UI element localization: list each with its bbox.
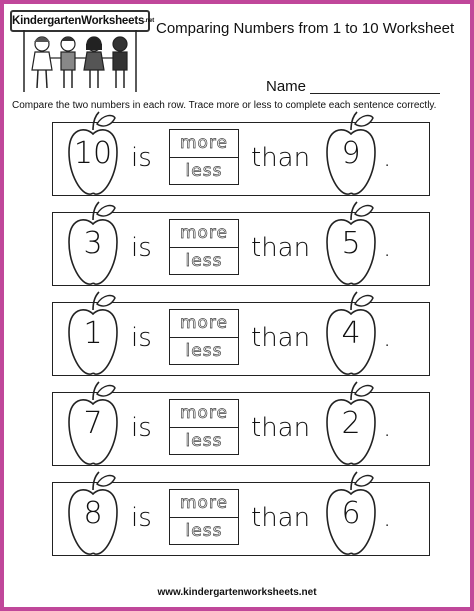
left-number: 1 xyxy=(83,316,103,351)
trace-choice-box[interactable] xyxy=(169,399,239,455)
trace-choice-box[interactable] xyxy=(169,129,239,185)
left-number: 10 xyxy=(73,136,113,171)
trace-choice-box[interactable] xyxy=(169,309,239,365)
name-label: Name xyxy=(266,78,307,95)
instructions: Compare the two numbers in each row. Trace more or less to complete each sentence correctly. xyxy=(12,100,437,111)
sentence-period: . xyxy=(383,413,392,443)
left-number: 7 xyxy=(83,406,103,441)
apple-icon xyxy=(325,470,377,563)
word-is: is xyxy=(131,413,152,443)
trace-more[interactable]: more xyxy=(179,313,229,333)
worksheet-title: Comparing Numbers from 1 to 10 Worksheet xyxy=(156,20,455,37)
site-logo xyxy=(10,10,155,94)
comparison-row xyxy=(52,392,430,466)
trace-more[interactable]: more xyxy=(179,493,229,513)
trace-choice-box[interactable] xyxy=(169,219,239,275)
trace-more[interactable]: more xyxy=(179,133,229,153)
trace-less[interactable]: less xyxy=(170,517,238,545)
word-than: than xyxy=(251,413,311,443)
left-number: 8 xyxy=(83,496,103,531)
word-than: than xyxy=(251,323,311,353)
left-number: 3 xyxy=(83,226,103,261)
word-than: than xyxy=(251,503,311,533)
apple-icon xyxy=(325,110,377,203)
comparison-row xyxy=(52,122,430,196)
word-than: than xyxy=(251,233,311,263)
sentence-period: . xyxy=(383,323,392,353)
kids-illustration xyxy=(20,30,140,94)
apple-icon xyxy=(67,380,119,473)
right-number: 5 xyxy=(341,226,361,261)
trace-less[interactable]: less xyxy=(170,157,238,185)
name-underline[interactable] xyxy=(310,93,440,94)
apple-icon xyxy=(325,380,377,473)
right-number: 2 xyxy=(341,406,361,441)
trace-more[interactable]: more xyxy=(179,403,229,423)
comparison-row xyxy=(52,212,430,286)
apple-icon xyxy=(67,200,119,293)
logo-suffix: .net xyxy=(144,18,155,24)
sentence-period: . xyxy=(383,503,392,533)
trace-less[interactable]: less xyxy=(170,247,238,275)
sentence-period: . xyxy=(383,143,392,173)
footer-url: www.kindergartenworksheets.net xyxy=(157,587,317,598)
word-is: is xyxy=(131,503,152,533)
trace-less[interactable]: less xyxy=(170,337,238,365)
right-number: 6 xyxy=(341,496,361,531)
apple-icon xyxy=(67,110,119,203)
comparison-row xyxy=(52,302,430,376)
trace-choice-box[interactable] xyxy=(169,489,239,545)
apple-icon xyxy=(67,290,119,383)
logo-title xyxy=(10,10,155,32)
word-than: than xyxy=(251,143,311,173)
right-number: 4 xyxy=(341,316,361,351)
apple-icon xyxy=(325,200,377,293)
word-is: is xyxy=(131,143,152,173)
right-number: 9 xyxy=(341,136,361,171)
trace-less[interactable]: less xyxy=(170,427,238,455)
comparison-row xyxy=(52,482,430,556)
word-is: is xyxy=(131,323,152,353)
logo-name: KindergartenWorksheets xyxy=(12,15,145,27)
trace-more[interactable]: more xyxy=(179,223,229,243)
apple-icon xyxy=(325,290,377,383)
apple-icon xyxy=(67,470,119,563)
word-is: is xyxy=(131,233,152,263)
sentence-period: . xyxy=(383,233,392,263)
